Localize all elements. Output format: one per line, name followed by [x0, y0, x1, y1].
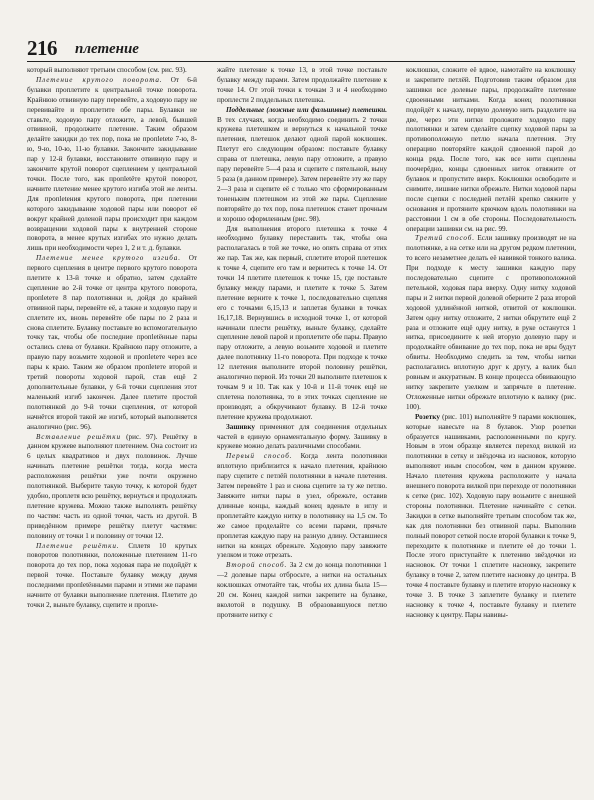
paragraph-heading: Вставление решётки: [36, 432, 121, 441]
paragraph-heading: Плетение крутого поворота.: [36, 75, 163, 84]
text-column-1: [27, 66, 197, 784]
paragraph: [27, 254, 197, 432]
header-rule: [27, 61, 575, 62]
paragraph-text: (рис. 101) выполняйте 9 парами коклюшек, которые навесьте на 8 булавок. Узор розетки образуется нашивками, расположенными по кругу. Новым в этом образце является переход вилкой из полотнянки в сетку и звёздочка из насновок, которую выполняют иным способом, чем в данном кружеве. Начало плетения кружева расположите у начала внешнего поворота вилкой при переходе от полотнянки к сетке (рис. 102). Ходовую пару возьмите с внешней стороны полотнянки. Плетение начинайте с сетки. Закидки в сетке выполняйте третьим способом так же, как для полотнянки без отвивной пары. Выполнив полный поворот сеткой после второй булавки к точке 9, переходите к полотнянке и плетите её до точки 1. После этого приступайте к плетению звёздочки из насновок. От точки 1 сплетите насновку, закрепите булавку в точке 2, затем плетите насновку до центра. В точке 4 поставьте булавку и плетите вторую насновку к точке 3. В точке 3 заплетите булавку и плетите насновку к точке 4, поставьте булавку и плетите насновку к центру. Пары навивы-: [406, 412, 576, 619]
paragraph: [27, 542, 197, 611]
page-header: [27, 36, 575, 62]
paragraph-text: Сплетя 10 крутых поворотов полотнянки, положенные плетением 11-го поворота до тех пор, пока ходовая пара не подойдёт к первой точке. Поставьте булавку между двумя последними пропletёнными парами и этими же парами начните от булавки выполнение плетения. Плетите до точки 2, выньте булавку, сцепите и пропле-: [27, 541, 197, 609]
paragraph: коклюшки, сложите её вдвое, намотайте на коклюшку и закрепите петлёй. Подготовив таким образом для зашивки все долевые пары, продолжайте плетение сдвоенными нитками. Когда конец полотнянки подойдёт к началу, первую долевую нить разделите на две, через эти нитки проложите ходовую пару полотнянки и затем сделайте сцепку ходовой пары за противоположную петлю начала плетения. Эту операцию повторяйте каждой сдвоенной парой до конца ряда. После того, как все нити сцеплены поочерёдно, концы сдвоенных ниток отвяжите от булавок и пропустите вверх. Коклюшки освободите и снимите, лишние нитки обрежьте. Нитки ходовой пары после сцепки с последней петлёй крепко свяжите у основания и протяните крючком вдоль полотнянки на расстоянии 1 см в обе стороны. Последовательность операции зашивки см. на рис. 99.: [406, 66, 576, 233]
paragraph: [406, 234, 576, 412]
paragraph: [27, 76, 197, 254]
text-column-3: [406, 66, 576, 784]
paragraph-heading: Зашивку: [226, 422, 255, 431]
paragraph: жайте плетение к точке 13, в этой точке поставьте булавку между парами. Затем продолжайте плетение к точке 14. От этой точки к точкам 3 и 4 необходимо проплести 2 поддельных плетешка.: [217, 66, 387, 104]
paragraph-text: В тех случаях, когда необходимо соединить 2 точки кружева плетешком и вернуться к начальной точке плетения, плетешок делают одной парой коклюшек. Плетут его следующим образом: поставьте булавку справа от плетешка, левую пару отложите, а правую пару перевейте 5—4 раза и сцепите с пятельной, выну 5 раза (в данном примере). Затем перевейте эту же пару 2—3 раза и сцепите её с только что сформированным тоненьким плетешком из этой же пары. Сцепление повторяйте до тех пор, пока плетешок станет прочным и хорошо оформленным (рис. 98).: [217, 115, 387, 223]
page-number: 216: [27, 36, 57, 60]
paragraph: [217, 561, 387, 620]
paragraph: [217, 452, 387, 561]
text-column-2: [217, 66, 387, 784]
paragraph-text: Если зашивку производят не на полотнянке, а на сетке или на другом редком плетении, то всего незаметнее делать её навивкой тонкого валика. При подходе к месту зашивки каждую пару последовательно сцепите с противоположной петелькой, ходовая пара вверху. Одну нитку ходовой пары и 2 нитки первой долевой оберните 2 раза второй ходовой удлинённой ниткой, отвитой от коклюшки. Затем одну нитку отложите, 2 нитки обкрутите ещё 2 раза и отложите ещё одну нитку, в руке останутся 1 нитка, присоедините к ней вторую долевую пару и продолжайте обвивание до тех пор, пока не вры будут обвиты. Необходимо следить за тем, чтобы нитки располагались вплотную друг к другу, а валик был ровным и аккуратным. В конце процесса обвивающую нитку закрепите узелком и запрячьте в плетение. Отложенные нитки обрежьте вплотную к валику (рис. 100).: [406, 234, 576, 411]
paragraph-heading: Первый способ.: [226, 452, 293, 461]
paragraph: [27, 433, 197, 542]
paragraph-text: От 6-й булавки проплетите к центральной точке поворота. Крайнюю отвивную пару перевейте, а ходовую пару не перевивайте и проплетите обе пары. Булавки не ставьте, ходовую пару отложите, а левой, бывшей отвивной, продолжите плетение. Таким образом делайте закидки до тех пор, пока не пропletete 7-ю, 8-ю, 9-ю, 10-ю, 11-ю булавки. Закончите закидывание пар у 12-й булавки, восстановите отвивную пару и закончите крутой поворот сцеплением у центральной точки. После того, как пропletёте крутой поворот, начните плетение менее крутого изгиба этой же ленты. Для пропleteния крутого поворота, при плетении которого закидывание ходовой пары или поворот её вокруг крайней доленой пары происходит при каждом возвращении ходовой пары к внутренней стороне поворота, в менее крутых изгибах это нужно делать лишь при необходимости через 1, 2 и т. д. булавки.: [27, 75, 197, 253]
paragraph: который выполняют третьим способом (см. рис. 93).: [27, 66, 187, 74]
paragraph: [217, 423, 387, 453]
paragraph-text: применяют для соединения отдельных частей в единую орнаментальную форму. Зашивку в кружеве можно делать различными способами.: [217, 422, 387, 451]
paragraph-heading: Плетение менее крутого изгиба.: [36, 254, 181, 263]
paragraph-heading: Второй способ.: [226, 561, 288, 570]
running-title: плетение: [75, 41, 139, 57]
paragraph-heading: Поддельные (ложные или фальшивые) плетешки.: [226, 105, 387, 114]
paragraph-text: Когда лента полотнянки вплотную приблизится к начало плетения, крайнюю пару сцепите с петлёй полотнянки в начале плетения. Затем перевейте 1 раз и снова сцепите за ту же петлю. Завяжите нитки пары в узел, обрежьте, оставив длинные концы, каждый конец вденьте в иглу и проплетайте каждую нитку в полотнянку на 1,5 см. То же самое проделайте со всеми парами, прячьте проплетая каждую пару на разную длину. Оставшиеся нитки на концах обрежьте. Ходовую пару завяжите узелком и тоже отрезать.: [217, 452, 387, 560]
paragraph-text: (рис. 97). Решётку в данном кружеве выполняют плетением. Она состоит из 6 целых квадратиков и двух половинок. Лучше начинать плетение решётки тогда, когда места расположения решётки уже почти окружено полотнянкой. Выберите такую точку, к которой будет удобно, проплетя всю решётку, вернуться и продолжать плетение кружева. Можно также выполнять решётку по частям: часть из одной точки, часть из другой. В приведённом примере решётку плетут частями: половину от точки 1 и половину от точки 12.: [27, 432, 197, 540]
paragraph-heading: Розетку: [415, 412, 440, 421]
paragraph: Для выполнения второго плетешка к точке 4 необходимо булавку переставить так, чтобы она располагалась в той же точке, но опять справа от этих же пар. Так же, как первый, сплетите второй плетешок к точке 4, сцепите его там и вернитесь к точке 14. От точки 14 плетите плетешок к точке 15, где поставьте булавку между парами, и плетите к точке 5. Затем плетение верните к точке 1, последовательно сцепляя его с точками 6,15,13 и заплетая булавки в точках 16,17,18. Вернувшись в исходной точке 1, от которой начинали плести решётку, выньте булавку, сделайте сцепление левой парой и проплетите обе пары. Правую пару отложите, а левую возьмите ходовой и плетите далее полотнянку 11-го поворота. При подходе к точке 12 плетения выполните второй половину решётки, аналогично первой. Из точки 20 выполните плетешок к точкам 9 и 10. Так как у 10-й и 11-й точек ещё не сплетена полотнянка, то в этих точках сцепление не производят, а обкручивают булавку. В 12-й точке плетение кружева продолжают.: [217, 224, 387, 421]
paragraph: [217, 106, 387, 225]
paragraph-heading: Плетение решётки.: [36, 541, 120, 550]
paragraph: [406, 413, 576, 621]
paragraph-text: За 2 см до конца полотнянки 1—2 долевые пары отбросьте, а нитки на остальных коклюшках отмотайте так, чтобы их длина была 15—20 см. Конец каждой нитки закрепите на булавке, вколотой в подушку. В образовавшуюся петлю протяните нитку с: [217, 561, 387, 619]
paragraph-heading: Третий способ.: [415, 234, 475, 243]
paragraph-text: От первого сцепления в центре первого крутого поворота плетите к 13-й точке и обратно, затем сделайте сцепление во 2-й точке от центра крутого поворота, пропleteте 8 пар полотнянки и, дойдя до крайней отвивной пары, перевейте её, а также и ходовую пару и сплетите их, вновь перевейте обе пары по 2 раза и снова сплетите. Булавку поставьте во вспомогательную точку так, чтобы обе последние пропletённые пары остались слева от булавки. Крайнюю пару отложите, а правую пару возьмите ходовой и пропleteте через все пары к краю. Таким же образом пропleteте второй и третий повороты ходовой парой, став ещё 2 дополнительные булавки, у 6-й точки сцепления этот маленький изгиб закончен. Далее плетите простой полотнянкой до 9-й точки сцепления, от которой начнётся второй такой же изгиб, который выполняется аналогично (рис. 96).: [27, 254, 197, 431]
